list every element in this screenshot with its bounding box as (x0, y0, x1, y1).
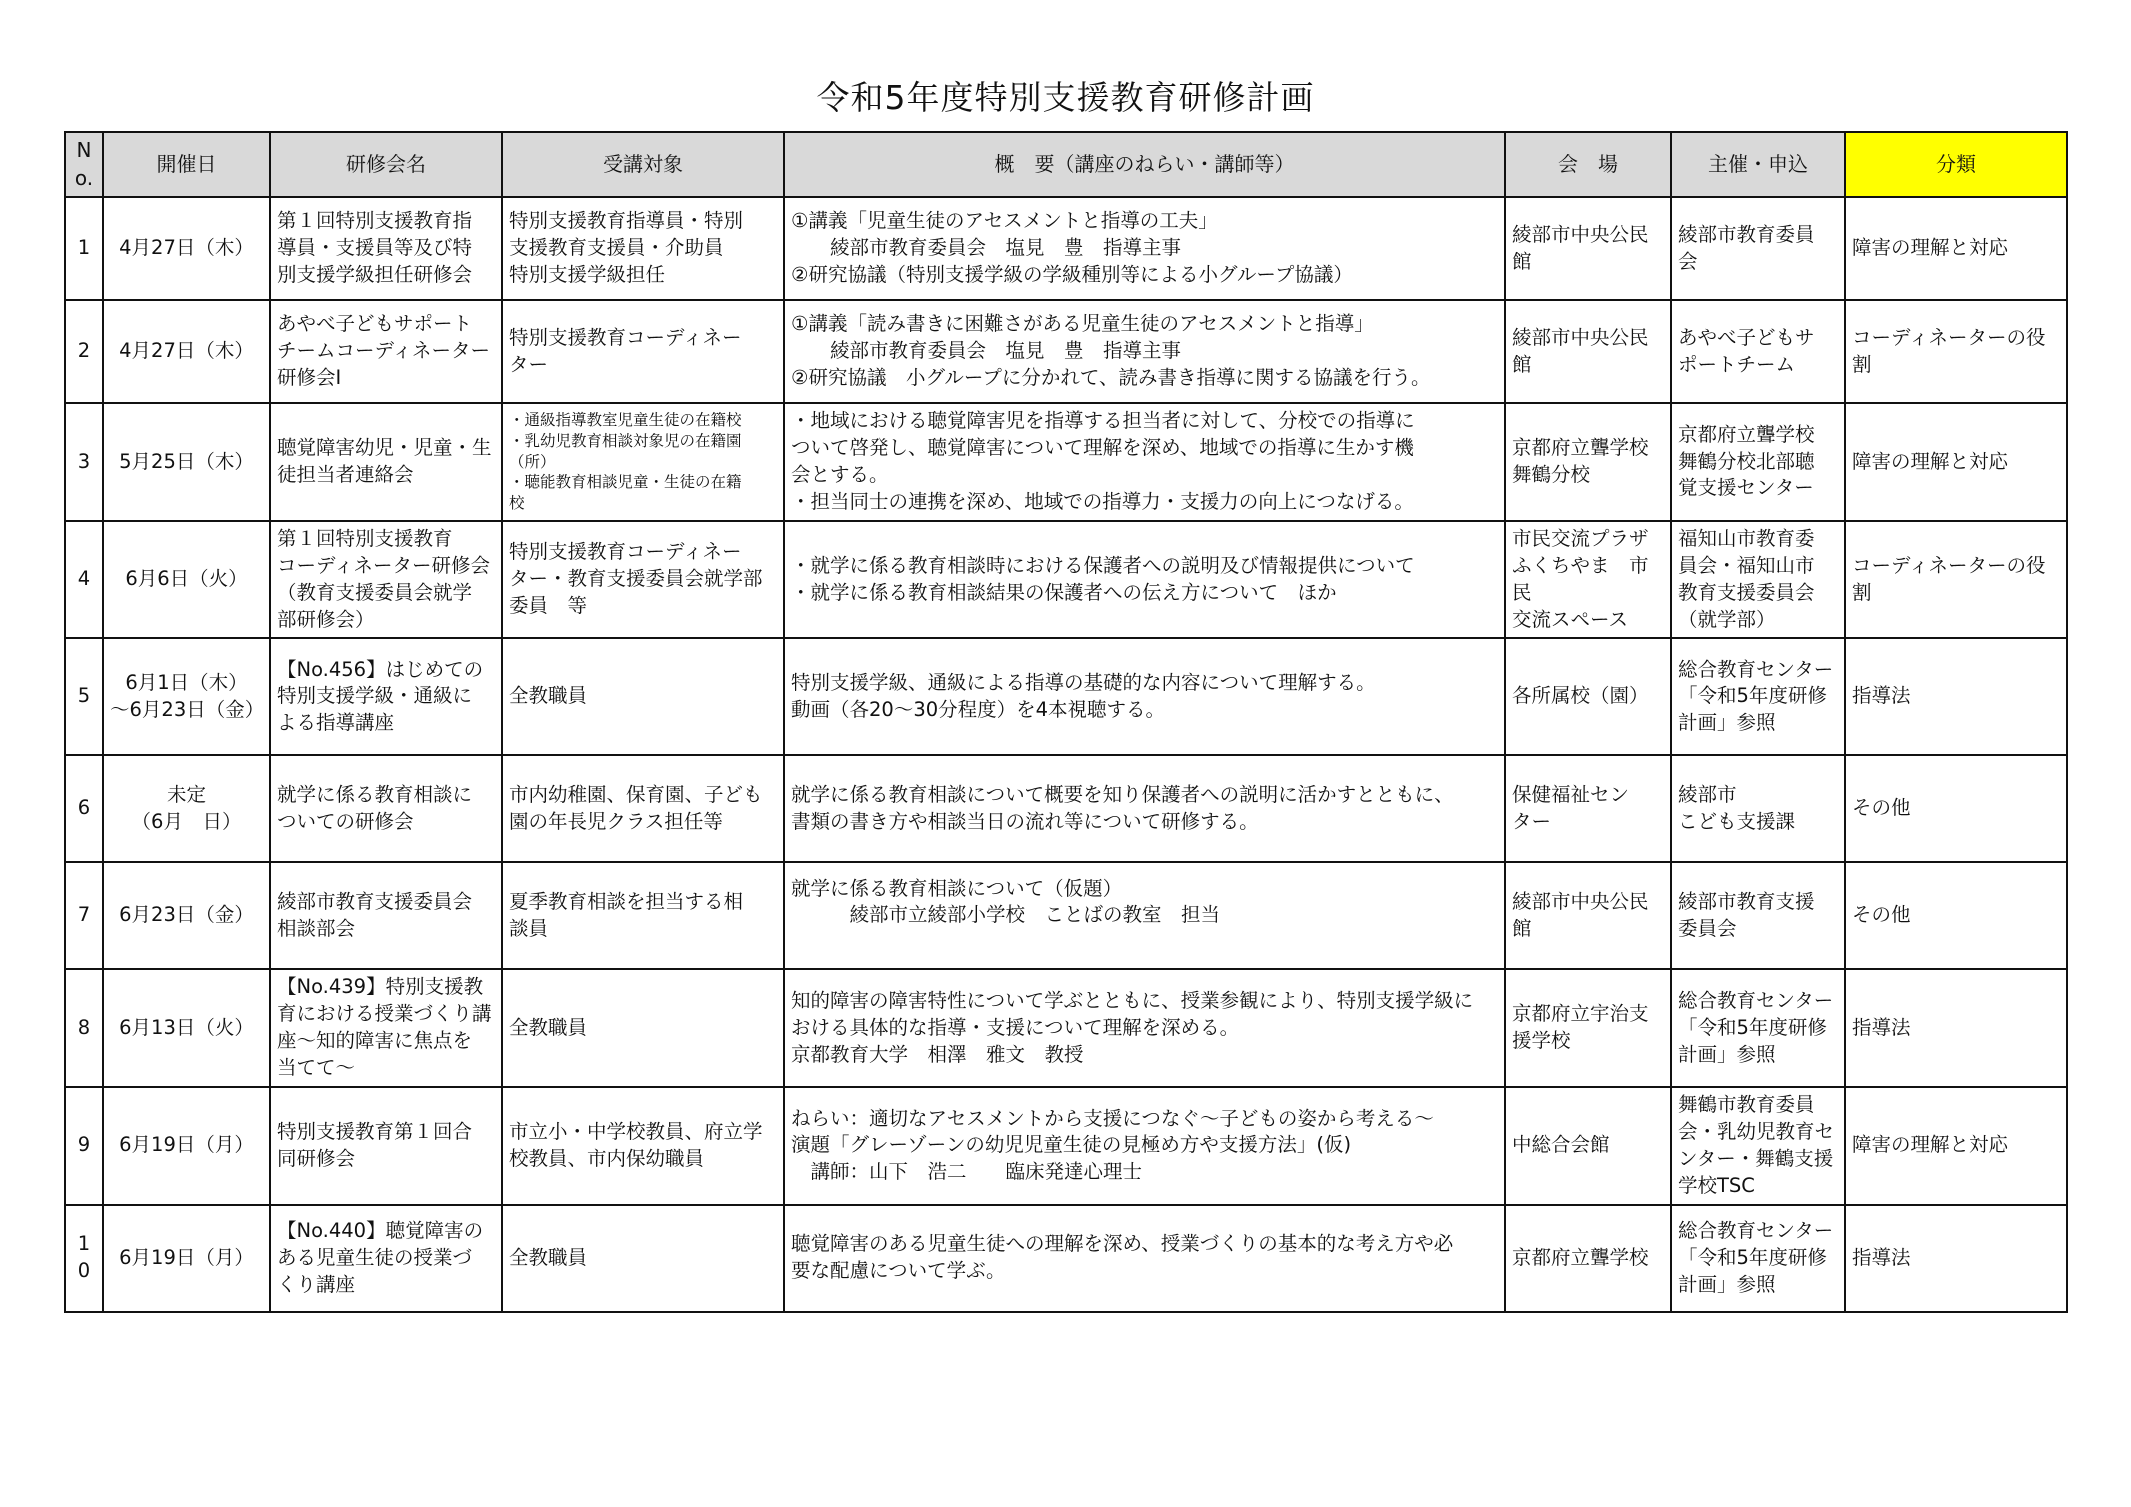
cell-summary-line: 動画（各20～30分程度）を4本視聴する。 (791, 697, 1166, 721)
cell-venue-line: 綾部市中央公民 (1512, 325, 1649, 349)
cell-organizer (1671, 969, 1845, 1087)
cell-date (103, 1205, 270, 1312)
cell-organizer (1671, 403, 1845, 521)
cell-venue-line: 館 (1512, 249, 1532, 273)
cell-name (270, 1205, 502, 1312)
cell-organizer-line: ポートチーム (1678, 352, 1796, 376)
cell-name (270, 1087, 502, 1205)
cell-date-line: 6月6日（火） (125, 567, 248, 591)
cell-category-line: その他 (1852, 903, 1911, 927)
cell-target-line: ・通級指導教室児童生徒の在籍校 (509, 410, 742, 429)
cell-target (502, 1205, 784, 1312)
cell-venue (1505, 638, 1671, 755)
table-row (65, 1087, 2067, 1205)
cell-no: 1 (65, 197, 103, 300)
cell-organizer-line: 綾部市教育支援 (1678, 890, 1815, 914)
cell-organizer-line: 会 (1678, 249, 1698, 273)
cell-summary-line: 特別支援学級、通級による指導の基礎的な内容について理解する。 (791, 671, 1376, 695)
cell-venue-line: 京都府立宇治支 (1512, 1002, 1649, 1026)
cell-target (502, 521, 784, 639)
cell-date (103, 521, 270, 639)
cell-summary (784, 969, 1505, 1087)
cell-summary (784, 638, 1505, 755)
cell-organizer-line: 綾部市 (1678, 783, 1737, 807)
cell-target-line: 夏季教育相談を担当する相 (509, 890, 744, 914)
cell-name (270, 403, 502, 521)
cell-organizer-line: 計画」参照 (1678, 1272, 1776, 1296)
cell-name (270, 755, 502, 862)
cell-summary-line: おける具体的な指導・支援について理解を深める。 (791, 1015, 1240, 1039)
header-venue: 会 場 (1505, 132, 1671, 197)
cell-summary-line: ・担当同士の連携を深め、地域での指導力・支援力の向上につなげる。 (791, 489, 1414, 513)
cell-target (502, 403, 784, 521)
cell-target-line: （所） (509, 452, 556, 471)
cell-organizer-line: 計画」参照 (1678, 711, 1776, 735)
cell-name (270, 638, 502, 755)
page-title: 令和5年度特別支援教育研修計画 (816, 78, 1315, 117)
cell-summary-line: 綾部市教育委員会 塩見 豊 指導主事 (791, 339, 1182, 363)
cell-target-line: ・聴能教育相談児童・生徒の在籍 (509, 473, 742, 492)
table-row (65, 1205, 2067, 1312)
cell-summary-line: ①講義「児童生徒のアセスメントと指導の工夫」 (791, 209, 1218, 233)
cell-venue (1505, 1205, 1671, 1312)
cell-date-line: 6月13日（火） (119, 1015, 254, 1039)
cell-category-line: 指導法 (1852, 1015, 1911, 1039)
cell-venue-line: ター (1512, 809, 1552, 833)
cell-summary-line: ②研究協議（特別支援学級の学級種別等による小グループ協議） (791, 263, 1353, 287)
cell-summary (784, 521, 1505, 639)
cell-venue-line: 京都府立聾学校 (1512, 1245, 1649, 1269)
cell-summary-line: ・就学に係る教育相談結果の保護者への伝え方について ほか (791, 580, 1337, 604)
cell-target-line: 特別支援教育コーディネー (509, 540, 742, 564)
cell-category-line: 障害の理解と対応 (1852, 1133, 2009, 1157)
cell-name-line: 【No.456】はじめての (277, 657, 484, 681)
cell-venue (1505, 521, 1671, 639)
cell-venue-line: 保健福祉セン (1512, 783, 1630, 807)
cell-date (103, 197, 270, 300)
cell-summary (784, 1205, 1505, 1312)
cell-organizer-line: ンター・舞鶴支援 (1678, 1146, 1834, 1170)
cell-name-line: 導員・支援員等及び特 (277, 236, 473, 260)
cell-venue (1505, 755, 1671, 862)
cell-name-line: 綾部市教育支援委員会 (277, 890, 473, 914)
cell-date-line: 6月23日（金） (119, 903, 254, 927)
cell-target (502, 755, 784, 862)
table-row (65, 755, 2067, 862)
cell-name (270, 197, 502, 300)
cell-name-line: 育における授業づくり講 (277, 1002, 492, 1026)
cell-target-line: 園の年長児クラス担任等 (509, 809, 723, 833)
cell-name-line: 同研修会 (277, 1146, 356, 1170)
cell-organizer (1671, 197, 1845, 300)
cell-category (1845, 1087, 2067, 1205)
cell-name-line: 聴覚障害幼児・児童・生 (277, 436, 492, 460)
cell-category (1845, 521, 2067, 639)
cell-organizer-line: 「令和5年度研修 (1678, 1015, 1827, 1039)
cell-target-line: ター・教育支援委員会就学部 (509, 567, 763, 591)
cell-date-line: 6月1日（木） (125, 671, 248, 695)
cell-target-line: 全教職員 (509, 684, 588, 708)
cell-summary-line: 就学に係る教育相談について（仮題） (791, 876, 1123, 900)
cell-name-line: コーディネーター研修会 (277, 553, 490, 577)
cell-category-line: 割 (1852, 352, 1872, 376)
cell-venue-line: 中総合会館 (1512, 1133, 1610, 1157)
header-category: 分類 (1845, 132, 2067, 197)
cell-summary-line: ねらい：適切なアセスメントから支援につなぐ～子どもの姿から考える～ (791, 1106, 1434, 1130)
cell-target (502, 1087, 784, 1205)
cell-summary-line: ・就学に係る教育相談時における保護者への説明及び情報提供について (791, 553, 1415, 577)
cell-organizer-line: 教育支援委員会 (1678, 580, 1815, 604)
header-target: 受講対象 (502, 132, 784, 197)
header-date: 開催日 (103, 132, 270, 197)
cell-category-line: コーディネーターの役 (1852, 553, 2046, 577)
cell-summary-line: 聴覚障害のある児童生徒への理解を深め、授業づくりの基本的な考え方や必 (791, 1232, 1454, 1256)
cell-no: 10 (65, 1205, 103, 1312)
cell-target-line: 全教職員 (509, 1015, 588, 1039)
cell-no: 9 (65, 1087, 103, 1205)
cell-no: 4 (65, 521, 103, 639)
cell-target-line: ター (509, 352, 549, 376)
cell-organizer-line: 委員会 (1678, 916, 1737, 940)
table-row (65, 521, 2067, 639)
cell-no: 2 (65, 300, 103, 403)
cell-summary-line: 会とする。 (791, 463, 889, 486)
cell-name (270, 300, 502, 403)
cell-category (1845, 1205, 2067, 1312)
training-plan-table (64, 131, 2068, 1313)
cell-name-line: 別支援学級担任研修会 (277, 263, 473, 287)
cell-date (103, 638, 270, 755)
cell-date (103, 1087, 270, 1205)
cell-date-line: 未定 (166, 783, 206, 807)
cell-target-line: 支援教育支援員・介助員 (509, 236, 724, 260)
cell-category-line: 障害の理解と対応 (1852, 449, 2009, 473)
cell-category-line: その他 (1852, 796, 1911, 820)
cell-summary-line: ・地域における聴覚障害児を指導する担当者に対して、分校での指導に (791, 409, 1415, 433)
cell-summary-line: 書類の書き方や相談当日の流れ等について研修する。 (791, 809, 1259, 833)
cell-organizer-line: 会・乳幼児教育セ (1678, 1119, 1835, 1143)
cell-name-line: 【No.440】聴覚障害の (277, 1218, 484, 1242)
cell-organizer (1671, 1205, 1845, 1312)
cell-organizer (1671, 755, 1845, 862)
cell-organizer-line: 京都府立聾学校 (1678, 422, 1815, 446)
cell-venue-line: 舞鶴分校 (1512, 463, 1591, 486)
cell-summary-line: 就学に係る教育相談について概要を知り保護者への説明に活かすとともに、 (791, 783, 1454, 807)
header-no: No. (65, 132, 103, 197)
cell-summary-line: 演題「グレーゾーンの幼児児童生徒の見極め方や支援方法」(仮) (791, 1133, 1352, 1157)
cell-date-line: ～6月23日（金） (110, 697, 265, 721)
cell-target (502, 862, 784, 969)
cell-summary-line: 京都教育大学 相澤 雅文 教授 (791, 1042, 1084, 1066)
cell-date-line: 6月19日（月） (119, 1245, 254, 1269)
cell-organizer (1671, 300, 1845, 403)
cell-venue (1505, 197, 1671, 300)
cell-venue-line: 館 (1512, 916, 1532, 940)
cell-venue-line: 館 (1512, 352, 1532, 376)
cell-name-line: チームコーディネーター (277, 339, 490, 363)
cell-summary (784, 300, 1505, 403)
cell-date (103, 403, 270, 521)
cell-venue (1505, 300, 1671, 403)
cell-summary-line: ①講義「読み書きに困難さがある児童生徒のアセスメントと指導」 (791, 312, 1374, 336)
cell-target-line: 談員 (509, 916, 549, 940)
cell-date (103, 862, 270, 969)
cell-name-line: 座～知的障害に焦点を (277, 1029, 473, 1053)
cell-venue (1505, 862, 1671, 969)
cell-venue-line: 綾部市中央公民 (1512, 890, 1649, 914)
cell-venue-line: 交流スペース (1512, 607, 1629, 631)
cell-organizer-line: 綾部市教育委員 (1678, 222, 1815, 246)
cell-venue-line: 各所属校（園） (1512, 684, 1649, 708)
cell-summary-line: 講師：山下 浩二 臨床発達心理士 (791, 1160, 1143, 1184)
cell-organizer (1671, 521, 1845, 639)
cell-organizer-line: 覚支援センター (1678, 476, 1814, 500)
cell-name-line: ついての研修会 (277, 809, 414, 833)
cell-category (1845, 969, 2067, 1087)
cell-name-line: 相談部会 (277, 916, 356, 940)
cell-date-line: （6月 日） (131, 809, 242, 833)
cell-name-line: 特別支援学級・通級に (277, 684, 473, 708)
cell-venue-line: 援学校 (1512, 1029, 1571, 1053)
table-row (65, 969, 2067, 1087)
cell-name-line: 特別支援教育第１回合 (277, 1119, 473, 1143)
table-row (65, 862, 2067, 969)
cell-target (502, 969, 784, 1087)
cell-category (1845, 403, 2067, 521)
cell-target-line: ・乳幼児教育相談対象児の在籍園 (509, 431, 742, 450)
header-row (65, 132, 2067, 197)
cell-name-line: 研修会Ⅰ (277, 366, 342, 390)
table-row (65, 638, 2067, 755)
cell-target (502, 300, 784, 403)
cell-name-line: 部研修会） (277, 607, 375, 631)
cell-target-line: 特別支援教育コーディネー (509, 325, 742, 349)
cell-organizer-line: 舞鶴市教育委員 (1678, 1093, 1815, 1117)
cell-venue-line: 京都府立聾学校 (1512, 436, 1649, 460)
cell-name (270, 862, 502, 969)
cell-venue (1505, 969, 1671, 1087)
cell-date (103, 300, 270, 403)
cell-date (103, 969, 270, 1087)
cell-organizer-line: あやべ子どもサ (1678, 325, 1815, 349)
cell-summary-line: 知的障害の障害特性について学ぶとともに、授業参観により、特別支援学級に (791, 988, 1474, 1012)
cell-category-line: 障害の理解と対応 (1852, 236, 2009, 260)
cell-summary (784, 403, 1505, 521)
cell-name-line: あやべ子どもサポート (277, 312, 473, 336)
cell-no: 8 (65, 969, 103, 1087)
cell-target-line: 委員 等 (509, 594, 588, 618)
cell-name-line: よる指導講座 (277, 711, 395, 735)
header-name: 研修会名 (270, 132, 502, 197)
cell-organizer-line: 「令和5年度研修 (1678, 1245, 1827, 1269)
cell-organizer-line: 計画」参照 (1678, 1042, 1776, 1066)
cell-summary-line: ②研究協議 小グループに分かれて、読み書き指導に関する協議を行う。 (791, 366, 1431, 390)
cell-category-line: 割 (1852, 580, 1872, 604)
table-row (65, 197, 2067, 300)
cell-summary-line (791, 929, 1498, 956)
cell-no: 5 (65, 638, 103, 755)
cell-venue (1505, 403, 1671, 521)
cell-category (1845, 638, 2067, 755)
cell-date-line: 5月25日（木） (119, 449, 254, 473)
cell-name-line: 第１回特別支援教育 (277, 526, 453, 550)
cell-summary (784, 1087, 1505, 1205)
cell-no: 6 (65, 755, 103, 862)
cell-organizer-line: 総合教育センター (1678, 988, 1834, 1012)
cell-category-line: 指導法 (1852, 684, 1911, 708)
cell-organizer-line: 福知山市教育委 (1678, 526, 1815, 550)
cell-summary (784, 755, 1505, 862)
cell-target-line: 全教職員 (509, 1245, 588, 1269)
cell-category (1845, 197, 2067, 300)
cell-organizer-line: 学校TSC (1678, 1173, 1755, 1197)
cell-no: 7 (65, 862, 103, 969)
cell-summary-line: 要な配慮について学ぶ。 (791, 1259, 1006, 1283)
cell-target (502, 638, 784, 755)
cell-date-line: 4月27日（木） (119, 236, 254, 260)
cell-venue-line: 綾部市中央公民 (1512, 222, 1649, 246)
cell-organizer-line: こども支援課 (1678, 809, 1796, 833)
cell-target-line: 市内幼稚園、保育園、子ども (509, 783, 763, 807)
cell-name-line: 就学に係る教育相談に (277, 783, 473, 807)
cell-venue-line: ふくちやま 市民 (1512, 553, 1649, 604)
cell-category (1845, 862, 2067, 969)
cell-name-line: くり講座 (277, 1272, 356, 1296)
cell-organizer-line: 舞鶴分校北部聴 (1678, 449, 1815, 473)
cell-date-line: 4月27日（木） (119, 339, 254, 363)
cell-name-line: 第１回特別支援教育指 (277, 209, 473, 233)
cell-organizer (1671, 638, 1845, 755)
cell-category (1845, 755, 2067, 862)
cell-organizer-line: 総合教育センター (1678, 657, 1834, 681)
cell-date (103, 755, 270, 862)
cell-category-line: コーディネーターの役 (1852, 325, 2046, 349)
cell-target (502, 197, 784, 300)
cell-target-line: 校 (509, 494, 525, 513)
table-row (65, 403, 2067, 521)
cell-organizer-line: 総合教育センター (1678, 1218, 1834, 1242)
table-row (65, 300, 2067, 403)
cell-date-line: 6月19日（月） (119, 1133, 254, 1157)
table-body (65, 197, 2067, 1312)
cell-summary-line: ついて啓発し、聴覚障害について理解を深め、地域での指導に生かす機 (791, 436, 1414, 460)
cell-target-line: 特別支援学級担任 (509, 263, 666, 287)
cell-name (270, 969, 502, 1087)
cell-target-line: 市立小・中学校教員、府立学 (509, 1119, 763, 1143)
cell-name-line: （教育支援委員会就学 (277, 580, 473, 604)
cell-category-line: 指導法 (1852, 1245, 1911, 1269)
cell-name-line: 徒担当者連絡会 (277, 463, 414, 486)
cell-venue-line: 市民交流プラザ (1512, 526, 1649, 550)
cell-organizer (1671, 862, 1845, 969)
cell-name-line: ある児童生徒の授業づ (277, 1245, 473, 1269)
cell-organizer-line: 員会・福知山市 (1678, 553, 1815, 577)
cell-name (270, 521, 502, 639)
cell-organizer (1671, 1087, 1845, 1205)
cell-venue (1505, 1087, 1671, 1205)
cell-summary-line: 綾部市立綾部小学校 ことばの教室 担当 (791, 903, 1221, 927)
cell-no: 3 (65, 403, 103, 521)
cell-target-line: 特別支援教育指導員・特別 (509, 209, 744, 233)
cell-category (1845, 300, 2067, 403)
cell-target-line: 校教員、市内保幼職員 (509, 1146, 705, 1170)
cell-organizer-line: 「令和5年度研修 (1678, 684, 1827, 708)
cell-summary (784, 862, 1505, 969)
cell-organizer-line: （就学部） (1678, 607, 1776, 631)
cell-name-line: 【No.439】特別支援教 (277, 975, 484, 999)
cell-summary (784, 197, 1505, 300)
cell-summary-line: 綾部市教育委員会 塩見 豊 指導主事 (791, 236, 1182, 260)
cell-name-line: 当てて～ (277, 1056, 356, 1080)
header-summary: 概 要（講座のねらい・講師等） (784, 132, 1505, 197)
header-organizer: 主催・申込 (1671, 132, 1845, 197)
